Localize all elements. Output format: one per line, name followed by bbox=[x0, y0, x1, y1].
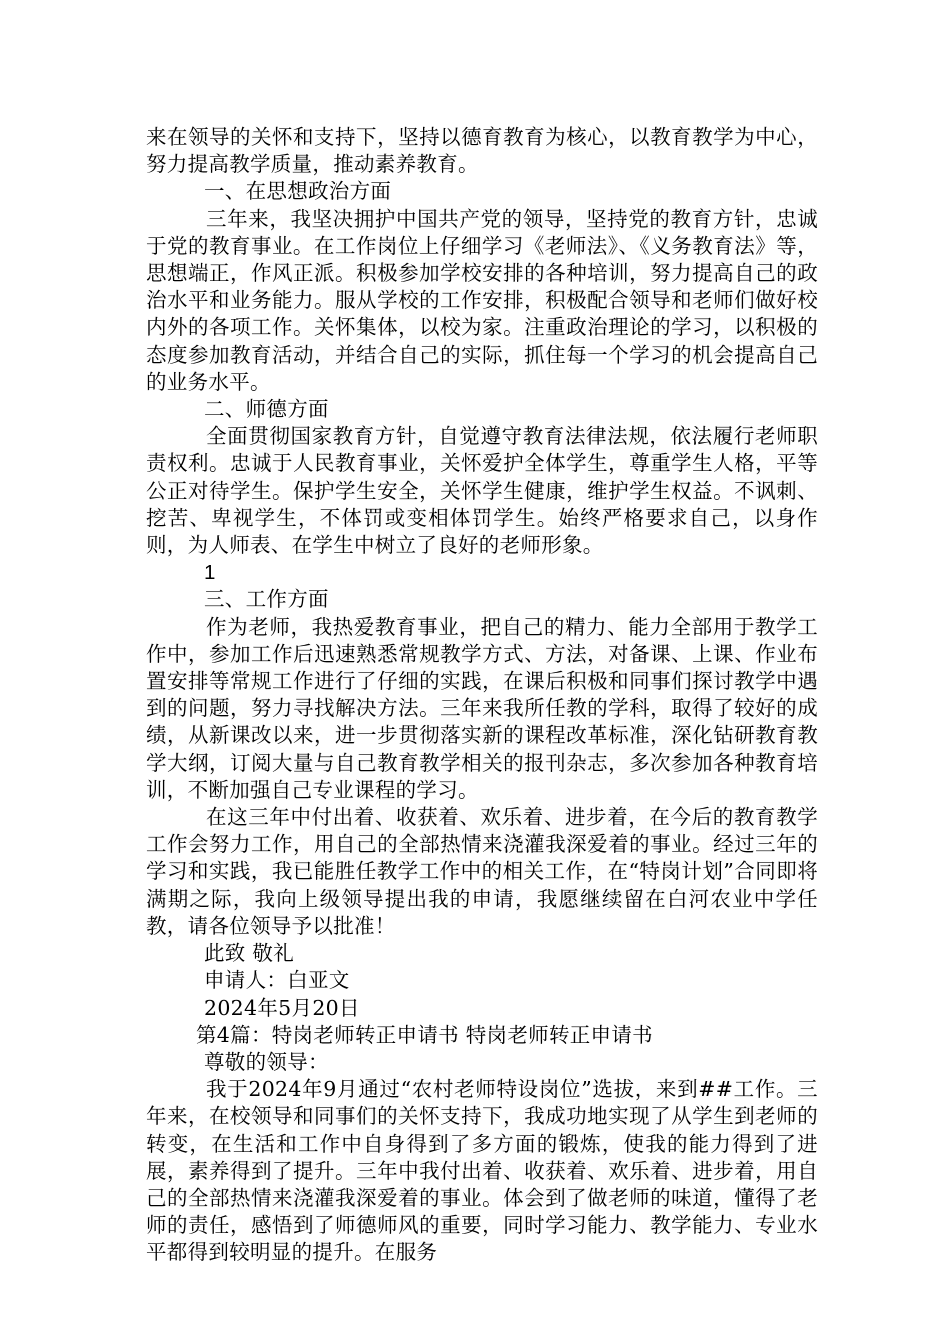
section-heading-ethics: 二、师德方面 bbox=[204, 397, 329, 422]
letter-greeting: 尊敬的领导： bbox=[204, 1049, 329, 1074]
section-heading-work: 三、工作方面 bbox=[204, 587, 329, 612]
closing-salutation: 此致 敬礼 bbox=[204, 941, 295, 966]
paragraph-ethics: 全面贯彻国家教育方针，自觉遵守教育法律法规，依法履行老师职责权利。忠诚于人民教育事业，关怀爱护全体学生，尊重学生人格，平等公正对待学生。保护学生安全，关怀学生健康，维护学生权益。不讽刺、挖苦、卑视学生，不体罚或变相体罚学生。始终严格要求自己，以身作则，为人师表、在学生中树立了良好的老师形象。 bbox=[146, 424, 818, 558]
paragraph-conclusion: 在这三年中付出着、收获着、欢乐着、进步着，在今后的教育教学工作会努力工作，用自己的全部热情来浇灌我深爱着的事业。经过三年的学习和实践，我已能胜任教学工作中的相关工作，在“特岗计划”合同即将满期之际，我向上级领导提出我的申请，我愿继续留在白河农业中学任教，请各位领导予以批准！ bbox=[146, 805, 818, 938]
paragraph-intro: 来在领导的关怀和支持下，坚持以德育教育为核心，以教育教学为中心，努力提高教学质量，推动素养教育。 bbox=[146, 125, 818, 177]
signature-date: 2024年5月20日 bbox=[204, 995, 360, 1020]
paragraph-work: 作为老师，我热爱教育事业，把自己的精力、能力全部用于教学工作中，参加工作后迅速熟悉常规教学方式、方法，对备课、上课、作业布置安排等常规工作进行了仔细的实践，在课后积极和同事们探讨教学中遇到的问题，努力寻找解决方法。三年来我所任教的学科，取得了较好的成绩，从新课改以来，进一步贯彻落实新的课程改革标准，深化钻研教育教学大纲，订阅大量与自己教育教学相关的报刊杂志，多次参加各种教育培训，不断加强自己专业课程的学习。 bbox=[146, 614, 818, 802]
section-heading-politics: 一、在思想政治方面 bbox=[204, 179, 392, 204]
page-number: 1 bbox=[204, 561, 216, 585]
applicant-signature: 申请人：白亚文 bbox=[204, 968, 350, 993]
document-body bbox=[146, 124, 818, 1267]
section-title-article-4: 第4篇：特岗老师转正申请书 特岗老师转正申请书 bbox=[196, 1022, 653, 1047]
paragraph-politics: 三年来，我坚决拥护中国共产党的领导，坚持党的教育方针，忠诚于党的教育事业。在工作岗位上仔细学习《老师法》、《义务教育法》等，思想端正，作风正派。积极参加学校安排的各种培训，努力提高自己的政治水平和业务能力。服从学校的工作安排，积极配合领导和老师们做好校内外的各项工作。关怀集体，以校为家。注重政治理论的学习，以积极的态度参加教育活动，并结合自己的实际，抓住每一个学习的机会提高自己的业务水平。 bbox=[146, 206, 818, 394]
paragraph-letter-body: 我于2024年9月通过“农村老师特设岗位”选拔，来到##工作。三年来，在校领导和同事们的关怀支持下，我成功地实现了从学生到老师的转变，在生活和工作中自身得到了多方面的锻炼，使我的能力得到了进展，素养得到了提升。三年中我付出着、收获着、欢乐着、进步着，用自己的全部热情来浇灌我深爱着的事业。体会到了做老师的味道，懂得了老师的责任，感悟到了师德师风的重要，同时学习能力、教学能力、专业水平都得到较明显的提升。在服务 bbox=[146, 1077, 818, 1265]
